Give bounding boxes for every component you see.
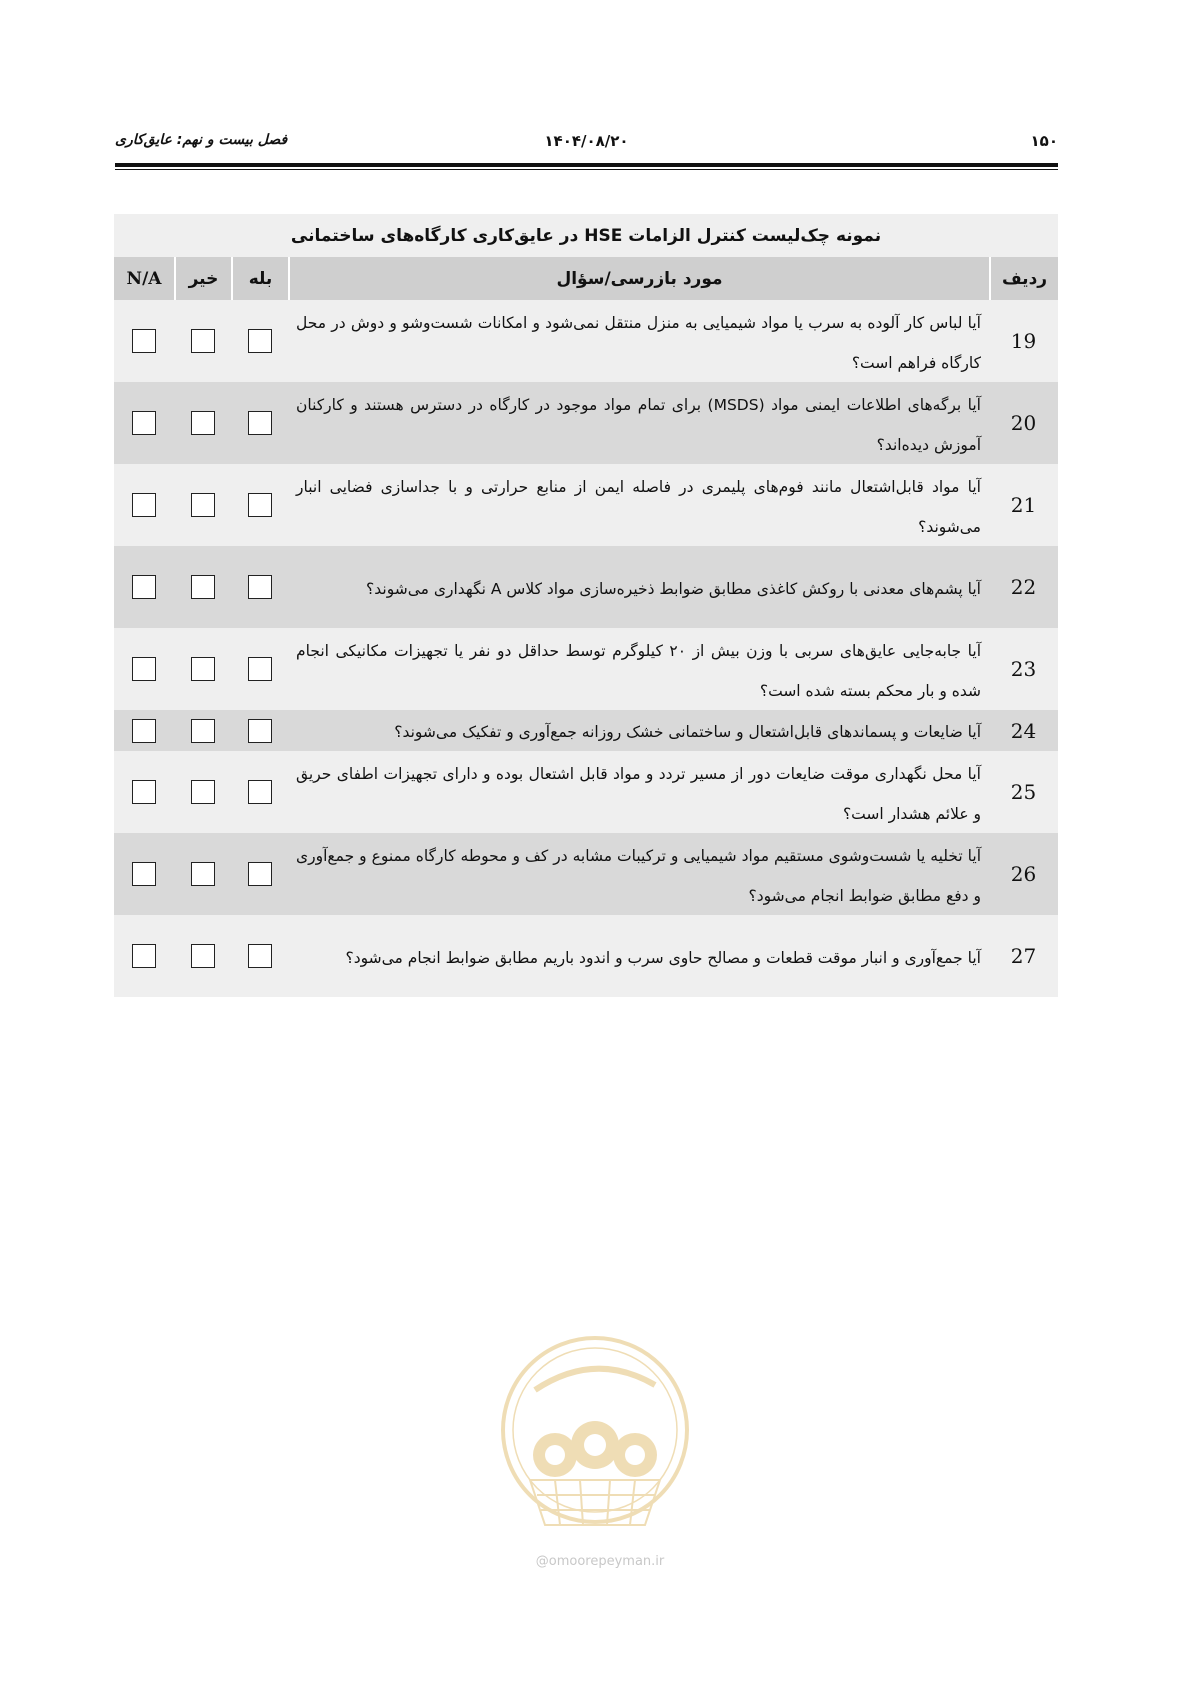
checkbox-na[interactable] — [132, 493, 156, 517]
checkbox-yes[interactable] — [248, 411, 272, 435]
checkbox-yes[interactable] — [248, 657, 272, 681]
cell-na — [114, 751, 174, 833]
cell-na — [114, 833, 174, 915]
checkbox-na[interactable] — [132, 944, 156, 968]
question-text: آیا لباس کار آلوده به سرب یا مواد شیمیایی به منزل منتقل نمی‌شود و امکانات شست‌وشو و دوش در محل کارگاه فراهم است؟ — [296, 313, 981, 372]
page-number: ۱۵۰ — [1030, 132, 1058, 150]
checkbox-yes[interactable] — [248, 329, 272, 353]
col-header-question: مورد بازرسی/سؤال — [288, 257, 989, 300]
table-row — [114, 300, 1058, 382]
checkbox-yes[interactable] — [248, 493, 272, 517]
table-row — [114, 710, 1058, 751]
row-number-text: 25 — [1010, 780, 1037, 804]
row-number — [989, 382, 1058, 464]
checkbox-no[interactable] — [191, 575, 215, 599]
checkbox-na[interactable] — [132, 780, 156, 804]
question-cell — [288, 915, 989, 997]
cell-na — [114, 382, 174, 464]
checkbox-no[interactable] — [191, 719, 215, 743]
checkbox-yes[interactable] — [248, 862, 272, 886]
cell-no — [174, 628, 231, 710]
checkbox-na[interactable] — [132, 719, 156, 743]
checkbox-yes[interactable] — [248, 575, 272, 599]
row-number — [989, 628, 1058, 710]
checkbox-no[interactable] — [191, 411, 215, 435]
cell-na — [114, 464, 174, 546]
checkbox-na[interactable] — [132, 862, 156, 886]
cell-yes — [231, 710, 288, 751]
cell-no — [174, 751, 231, 833]
checkbox-no[interactable] — [191, 657, 215, 681]
row-number — [989, 751, 1058, 833]
question-cell — [288, 464, 989, 546]
cell-yes — [231, 546, 288, 628]
row-number-text: 24 — [1010, 718, 1037, 743]
table-title: نمونه چک‌لیست کنترل الزامات HSE در عایق‌کاری کارگاه‌های ساختمانی — [114, 214, 1058, 257]
question-cell — [288, 710, 989, 751]
row-number-text: 20 — [1010, 411, 1037, 435]
col-header-row-no: ردیف — [989, 257, 1058, 300]
checkbox-no[interactable] — [191, 329, 215, 353]
cell-no — [174, 710, 231, 751]
chapter-title: فصل بیست و نهم: عایق‌کاری — [115, 132, 288, 148]
col-header-no: خیر — [174, 257, 231, 300]
row-number — [989, 300, 1058, 382]
table-row — [114, 751, 1058, 833]
table-row — [114, 546, 1058, 628]
header-rule-thick — [115, 163, 1058, 167]
cell-yes — [231, 915, 288, 997]
checkbox-yes[interactable] — [248, 780, 272, 804]
table-row — [114, 628, 1058, 710]
question-cell — [288, 546, 989, 628]
cell-na — [114, 628, 174, 710]
question-text: آیا برگه‌های اطلاعات ایمنی مواد (MSDS) برای تمام مواد موجود در کارگاه در دسترس هستند و کارکنان آموزش دیده‌اند؟ — [296, 395, 981, 454]
cell-na — [114, 710, 174, 751]
page-header — [115, 128, 1058, 158]
question-cell — [288, 382, 989, 464]
watermark-url: @omoorepeyman.ir — [535, 1554, 665, 1569]
table-row — [114, 464, 1058, 546]
checkbox-yes[interactable] — [248, 944, 272, 968]
table-header-row — [114, 257, 1058, 300]
cell-yes — [231, 464, 288, 546]
row-number — [989, 546, 1058, 628]
cell-no — [174, 382, 231, 464]
header-rule-thin — [115, 169, 1058, 170]
question-text: آیا پشم‌های معدنی با روکش کاغذی مطابق ضوابط ذخیره‌سازی مواد کلاس A نگهداری می‌شوند؟ — [366, 579, 981, 598]
question-cell — [288, 300, 989, 382]
question-text: آیا محل نگهداری موقت ضایعات دور از مسیر تردد و مواد قابل اشتعال بوده و دارای تجهیزات اطفای حریق و علائم هشدار است؟ — [296, 764, 981, 823]
table-body — [114, 300, 1058, 997]
row-number — [989, 915, 1058, 997]
omoorepeyman-logo-watermark — [495, 1330, 695, 1540]
table-row — [114, 915, 1058, 997]
row-number — [989, 833, 1058, 915]
question-text: آیا جابه‌جایی عایق‌های سربی با وزن بیش از ۲۰ کیلوگرم توسط حداقل دو نفر یا تجهیزات مکانیکی انجام شده و بار محکم بسته شده است؟ — [296, 641, 982, 700]
cell-no — [174, 464, 231, 546]
cell-yes — [231, 833, 288, 915]
cell-no — [174, 300, 231, 382]
checkbox-no[interactable] — [191, 493, 215, 517]
checkbox-no[interactable] — [191, 944, 215, 968]
cell-yes — [231, 382, 288, 464]
cell-yes — [231, 300, 288, 382]
cell-yes — [231, 751, 288, 833]
question-text: آیا مواد قابل‌اشتعال مانند فوم‌های پلیمری در فاصله ایمن از منابع حرارتی و با جداسازی فضایی انبار می‌شوند؟ — [296, 477, 981, 536]
question-cell — [288, 833, 989, 915]
checkbox-na[interactable] — [132, 411, 156, 435]
checkbox-na[interactable] — [132, 657, 156, 681]
checkbox-yes[interactable] — [248, 719, 272, 743]
question-text: آیا جمع‌آوری و انبار موقت قطعات و مصالح حاوی سرب و اندود باریم مطابق ضوابط انجام می‌شود؟ — [345, 948, 981, 967]
cell-na — [114, 546, 174, 628]
hse-checklist-table — [114, 214, 1058, 997]
col-header-na: N/A — [126, 268, 162, 289]
col-header-yes: بله — [231, 257, 288, 300]
row-number — [989, 710, 1058, 751]
header-date: ۱۴۰۴/۰۸/۲۰ — [544, 132, 629, 150]
table-row — [114, 833, 1058, 915]
checkbox-no[interactable] — [191, 862, 215, 886]
question-cell — [288, 628, 989, 710]
checkbox-na[interactable] — [132, 575, 156, 599]
row-number-text: 19 — [1010, 329, 1037, 353]
cell-na — [114, 915, 174, 997]
row-number-text: 22 — [1010, 575, 1037, 599]
checkbox-na[interactable] — [132, 329, 156, 353]
cell-na — [114, 300, 174, 382]
row-number-text: 23 — [1010, 657, 1037, 681]
cell-no — [174, 833, 231, 915]
question-text: آیا ضایعات و پسماندهای قابل‌اشتعال و ساختمانی خشک روزانه جمع‌آوری و تفکیک می‌شوند؟ — [394, 722, 981, 741]
question-text: آیا تخلیه یا شست‌وشوی مستقیم مواد شیمیایی و ترکیبات مشابه در کف و محوطه کارگاه ممنوع و جمع‌آوری و دفع مطابق ضوابط انجام می‌شود؟ — [296, 846, 981, 905]
checkbox-no[interactable] — [191, 780, 215, 804]
question-cell — [288, 751, 989, 833]
cell-yes — [231, 628, 288, 710]
table-row — [114, 382, 1058, 464]
row-number-text: 26 — [1010, 862, 1037, 886]
row-number-text: 21 — [1010, 493, 1037, 517]
cell-no — [174, 915, 231, 997]
cell-no — [174, 546, 231, 628]
row-number — [989, 464, 1058, 546]
row-number-text: 27 — [1010, 944, 1037, 968]
